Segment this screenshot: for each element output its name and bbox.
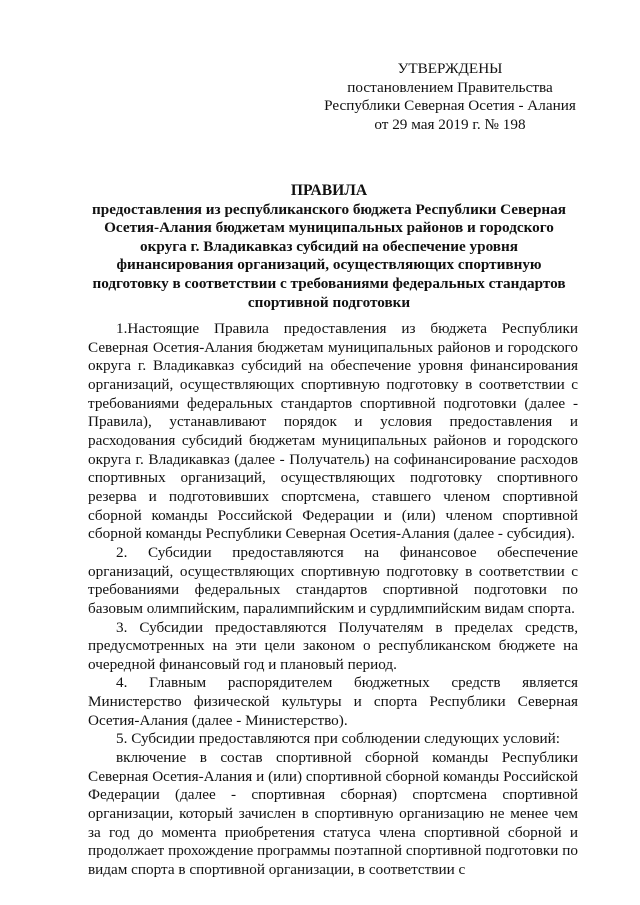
approval-line-date: от 29 мая 2019 г. № 198 [374, 115, 526, 133]
approval-stamp [300, 60, 600, 134]
paragraph-5: 5. Субсидии предоставляются при соблюдении следующих условий: [116, 730, 561, 748]
title-subtitle: предоставления из республиканского бюджета Республики Северная Осетия-Алания бюджетам муниципальных районов и городского округа г. Владикавказ субсидий на обеспечение уровня финансирования организаций, осуществляющих спортивную подготовку в соответствии с требованиями федеральных стандартов спортивной подготовки [92, 200, 566, 311]
document-title [84, 182, 574, 312]
approval-line-republic: Республики Северная Осетия - Алания [324, 97, 576, 115]
approval-line-resolution: постановлением Правительства [347, 78, 553, 96]
paragraph-2: 2. Субсидии предоставляются на финансовое обеспечение организаций, осуществляющих спортивную подготовку в соответствии с требованиями федеральных стандартов спортивной подготовки по базовым олимпийским, паралимпийским и сурдлимпийским видам спорта. [88, 543, 578, 617]
title-heading: ПРАВИЛА [290, 182, 368, 199]
approval-heading: УТВЕРЖДЕНЫ [397, 60, 503, 77]
paragraph-6: включение в состав спортивной сборной команды Республики Северная Осетия-Алания и (или) спортивной сборной команды Российской Федерации (далее - спортивная сборная) спортсмена спортивной организации, который зачислен в спортивную организацию не менее чем за год до момента приобретения статуса члена спортивной сборной и продолжает прохождение программы поэтапной спортивной подготовки по видам спорта в спортивной организации, в соответствии с [88, 749, 578, 879]
paragraph-3: 3. Субсидии предоставляются Получателям в пределах средств, предусмотренных на эти цели законом о республиканском бюджете на очередной финансовый год и плановый период. [88, 618, 578, 673]
paragraph-4: 4. Главным распорядителем бюджетных средств является Министерство физической культуры и спорта Республики Северная Осетия-Алания (далее - Министерство). [88, 674, 578, 729]
paragraph-1: 1.Настоящие Правила предоставления из бюджета Республики Северная Осетия-Алания бюджетам муниципальных районов и городского округа г. Владикавказ субсидий на обеспечение уровня финансирования организаций, осуществляющих спортивную подготовку в соответствии с требованиями федеральных стандартов спортивной подготовки (далее - Правила), устанавливают порядок и условия предоставления и расходования субсидий бюджетам муниципальных районов и городского округа г. Владикавказ (далее - Получатель) на софинансирование расходов спортивных организаций, осуществляющих подготовку спортивного резерва и подготовивших спортсмена, ставшего членом спортивной сборной команды Российской Федерации и (или) членом спортивной сборной команды Республики Северная Осетия-Алания (далее - субсидия). [88, 320, 578, 543]
document-body [88, 320, 578, 880]
